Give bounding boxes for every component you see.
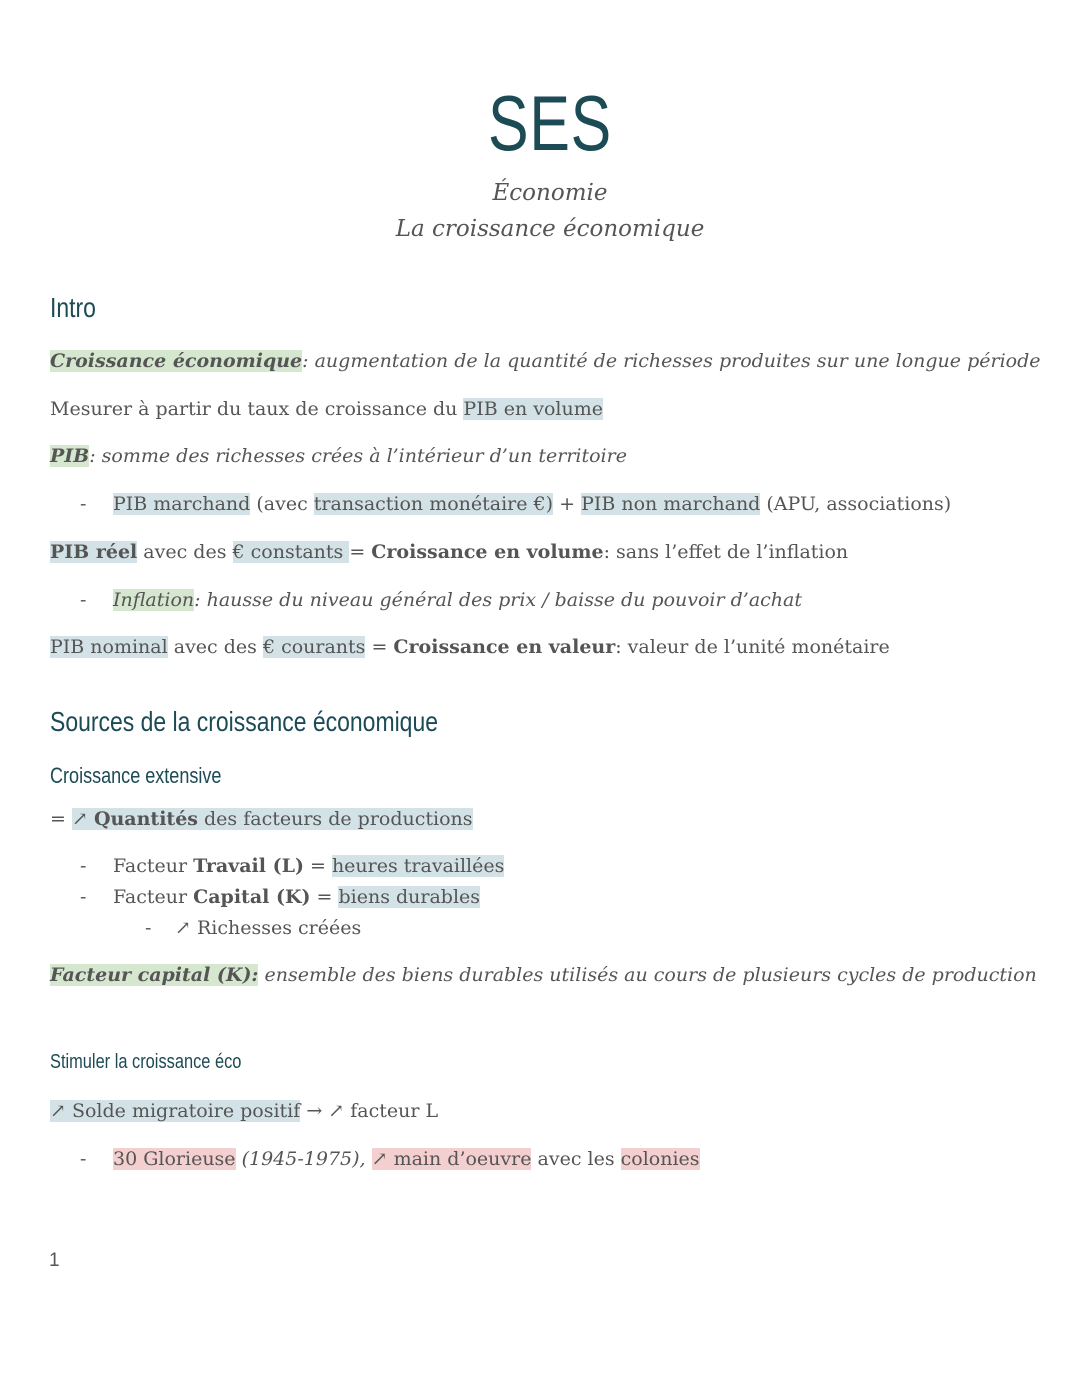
bullet-dash: - — [145, 917, 152, 939]
mesurer-line: Mesurer à partir du taux de croissance du PIB en volume — [50, 398, 603, 420]
def-croissance-term: Croissance économique — [50, 350, 303, 372]
document-title: SES — [487, 79, 613, 167]
quantites-line: = ↗ Quantités des facteurs de productions — [50, 808, 473, 830]
pib-nominal-line: PIB nominal avec des € courants = Croissance en valeur: valeur de l’unité monétaire — [50, 636, 890, 658]
def-croissance-text: augmentation de la quantité de richesses produites sur une longue période — [308, 350, 1041, 372]
richesses-line: ↗ Richesses créées — [175, 917, 362, 939]
solde-line: ↗ Solde migratoire positif → ↗ facteur L — [50, 1100, 439, 1122]
bullet-dash: - — [80, 589, 87, 611]
bullet-dash: - — [80, 855, 87, 877]
bullet-dash: - — [80, 1148, 87, 1170]
stimuler-heading: Stimuler la croissance éco — [50, 1051, 242, 1073]
def-capital-line: Facteur capital (K): ensemble des biens durables utilisés au cours de plusieurs cycles de production — [50, 964, 1037, 986]
subject-subtitle: Économie — [492, 180, 608, 206]
def-pib-term: PIB — [50, 445, 90, 467]
inflation-term: Inflation — [113, 589, 195, 611]
pib-reel-line: PIB réel avec des € constants = Croissance en volume: sans l’effet de l’inflation — [50, 541, 849, 563]
facteur-travail-line: Facteur Travail (L) = heures travaillées — [113, 855, 505, 877]
glorieuses-line: 30 Glorieuse (1945-1975), ↗ main d’oeuvre avec les colonies — [113, 1148, 700, 1170]
sources-heading: Sources de la croissance économique — [50, 706, 438, 737]
facteur-capital-line: Facteur Capital (K) = biens durables — [113, 886, 481, 908]
intro-heading: Intro — [50, 292, 96, 323]
inflation-line: Inflation: hausse du niveau général des prix / baisse du pouvoir d’achat — [113, 589, 803, 611]
def-croissance-line: Croissance économique: augmentation de la quantité de richesses produites sur une longue période — [50, 350, 1041, 372]
arrow-up-icon: ↗ — [71, 808, 94, 830]
def-pib-line: PIB: somme des richesses crées à l’intérieur d’un territoire — [50, 445, 627, 467]
def-capital-term: Facteur capital (K): — [50, 964, 259, 986]
extensive-heading: Croissance extensive — [50, 763, 222, 788]
pib-bullet-line: PIB marchand (avec transaction monétaire €) + PIB non marchand (APU, associations) — [113, 493, 952, 515]
page-number: 1 — [49, 1250, 60, 1271]
chapter-subtitle: La croissance économique — [395, 216, 705, 242]
bullet-dash: - — [80, 886, 87, 908]
bullet-dash: - — [80, 493, 87, 515]
pib-volume-highlight: PIB en volume — [463, 398, 603, 420]
